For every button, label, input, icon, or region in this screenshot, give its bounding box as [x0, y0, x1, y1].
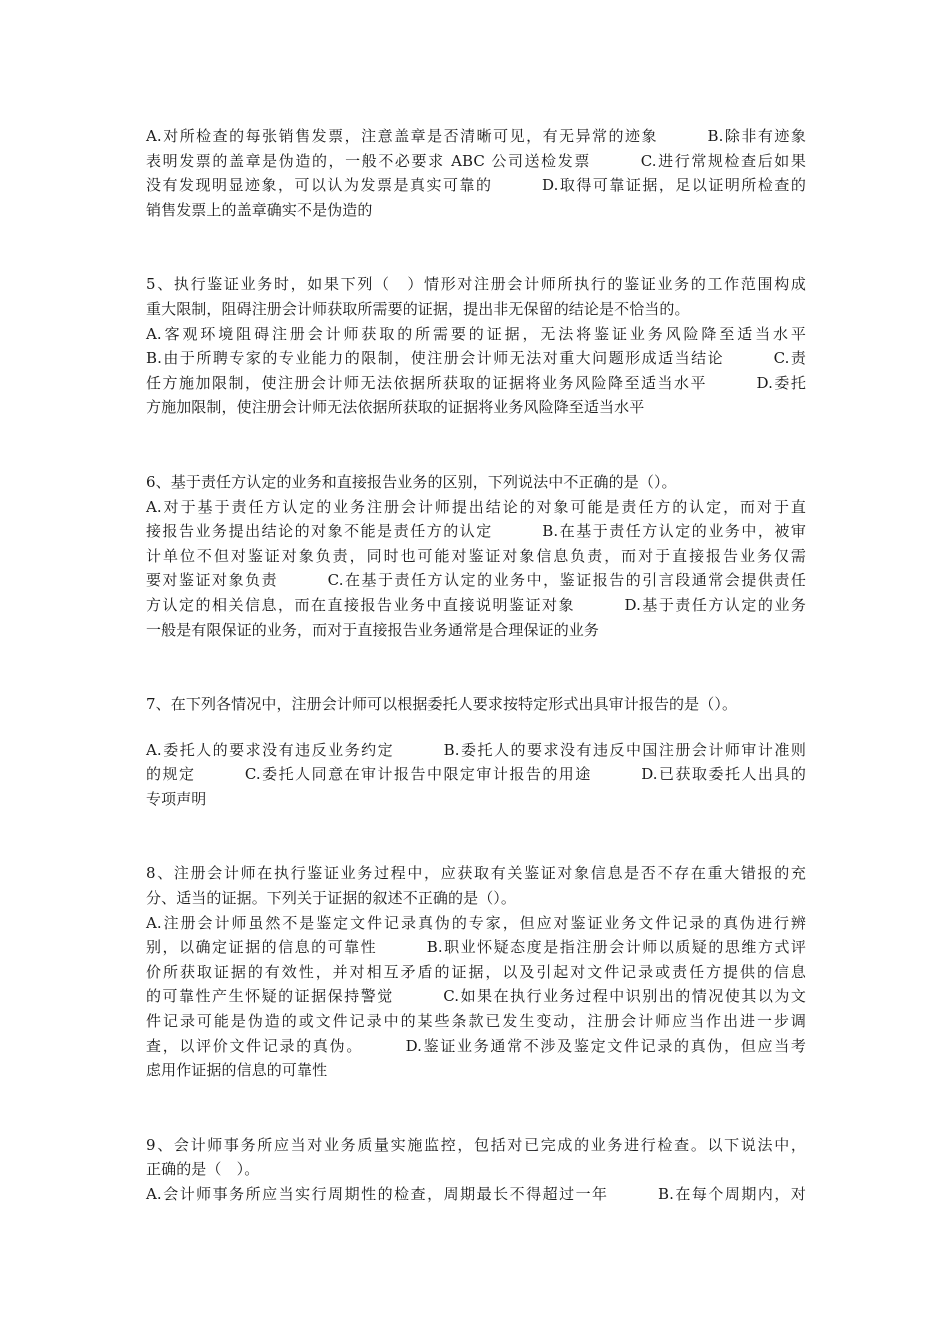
question-4-options	[146, 124, 806, 222]
question-6	[146, 470, 806, 642]
text-line: 一般是有限保证的业务，而对于直接报告业务通常是合理保证的业务	[146, 620, 600, 639]
text-line: A.对于基于责任方认定的业务注册会计师提出结论的对象可能是责任方的认定，而对于直	[146, 497, 806, 516]
text-line: 件记录可能是伪造的或文件记录中的某些条款已发生变动，注册会计师应当作出进一步调	[146, 1012, 806, 1031]
text-line: 表明发票的盖章是伪造的，一般不必要求 ABC 公司送检发票 C.进行常规检查后如果	[146, 151, 806, 170]
text-line: 的规定 C.委托人同意在审计报告中限定审计报告的用途 D.已获取委托人出具的	[146, 765, 806, 784]
text-line: 虑用作证据的信息的可靠性	[146, 1061, 328, 1080]
text-line: 任方施加限制，使注册会计师无法依据所获取的证据将业务风险降至适当水平 D.委托	[146, 373, 806, 392]
paragraph-gap	[146, 222, 806, 272]
text-line: A.客观环境阻碍注册会计师获取的所需要的证据，无法将鉴证业务风险降至适当水平	[146, 324, 806, 343]
text-line: A.会计师事务所应当实行周期性的检查，周期最长不得超过一年 B.在每个周期内，对	[146, 1185, 806, 1203]
question-7-stem	[146, 692, 806, 717]
question-stem-line: 6、基于责任方认定的业务和直接报告业务的区别，下列说法中不正确的是（）。	[146, 472, 677, 491]
text-line: 专项声明	[146, 789, 207, 808]
question-7-options	[146, 738, 806, 812]
text-line: A.委托人的要求没有违反业务约定 B.委托人的要求没有违反中国注册会计师审计准则	[146, 740, 806, 759]
text-line: 方认定的相关信息，而在直接报告业务中直接说明鉴证对象 D.基于责任方认定的业务	[146, 595, 806, 614]
question-stem-line: 5、执行鉴证业务时，如果下列（ ）情形对注册会计师所执行的鉴证业务的工作范围构成	[146, 275, 806, 294]
text-line: 的可靠性产生怀疑的证据保持警觉 C.如果在执行业务过程中识别出的情况使其以为文	[146, 987, 806, 1006]
paragraph-gap	[146, 642, 806, 692]
document-page	[146, 124, 806, 1207]
question-stem-line: 正确的是（ ）。	[146, 1160, 260, 1179]
text-line: B.由于所聘专家的专业能力的限制，使注册会计师无法对重大问题形成适当结论 C.责	[146, 349, 806, 368]
text-line: 计单位不但对鉴证对象负责，同时也可能对鉴证对象信息负责，而对于直接报告业务仅需	[146, 546, 806, 565]
question-5	[146, 272, 806, 420]
question-stem-line: 7、在下列各情况中，注册会计师可以根据委托人要求按特定形式出具审计报告的是（）。	[146, 695, 738, 714]
text-line: A.对所检查的每张销售发票，注意盖章是否清晰可见，有无异常的迹象 B.除非有迹象	[146, 127, 806, 145]
question-stem-line: 分、适当的证据。下列关于证据的叙述不正确的是（）。	[146, 889, 517, 908]
question-stem-line: 9、会计师事务所应当对业务质量实施监控，包括对已完成的业务进行检查。以下说法中，	[146, 1135, 806, 1154]
text-line: 价所获取证据的有效性，并对相互矛盾的证据，以及引起对文件记录或责任方提供的信息	[146, 962, 806, 981]
paragraph-gap	[146, 717, 806, 738]
text-line: 要对鉴证对象负责 C.在基于责任方认定的业务中，鉴证报告的引言段通常会提供责任	[146, 571, 806, 590]
question-stem-line: 重大限制，阻碍注册会计师获取所需要的证据，提出非无保留的结论是不恰当的。	[146, 299, 690, 318]
text-line: 方施加限制，使注册会计师无法依据所获取的证据将业务风险降至适当水平	[146, 398, 645, 417]
question-8	[146, 861, 806, 1082]
text-line: 销售发票上的盖章确实不是伪造的	[146, 200, 373, 219]
text-line: 没有发现明显迹象，可以认为发票是真实可靠的 D.取得可靠证据，足以证明所检查的	[146, 176, 806, 195]
paragraph-gap	[146, 420, 806, 470]
question-9	[146, 1133, 806, 1207]
question-stem-line: 8、注册会计师在执行鉴证业务过程中，应获取有关鉴证对象信息是否不存在重大错报的充	[146, 864, 806, 883]
text-line: A.注册会计师虽然不是鉴定文件记录真伪的专家，但应对鉴证业务文件记录的真伪进行辨	[146, 913, 806, 932]
paragraph-gap	[146, 811, 806, 861]
text-line: 查，以评价文件记录的真伪。 D.鉴证业务通常不涉及鉴定文件记录的真伪，但应当考	[146, 1036, 806, 1055]
paragraph-gap	[146, 1083, 806, 1133]
text-line: 接报告业务提出结论的对象不能是责任方的认定 B.在基于责任方认定的业务中，被审	[146, 522, 806, 541]
text-line: 别，以确定证据的信息的可靠性 B.职业怀疑态度是指注册会计师以质疑的思维方式评	[146, 938, 806, 957]
